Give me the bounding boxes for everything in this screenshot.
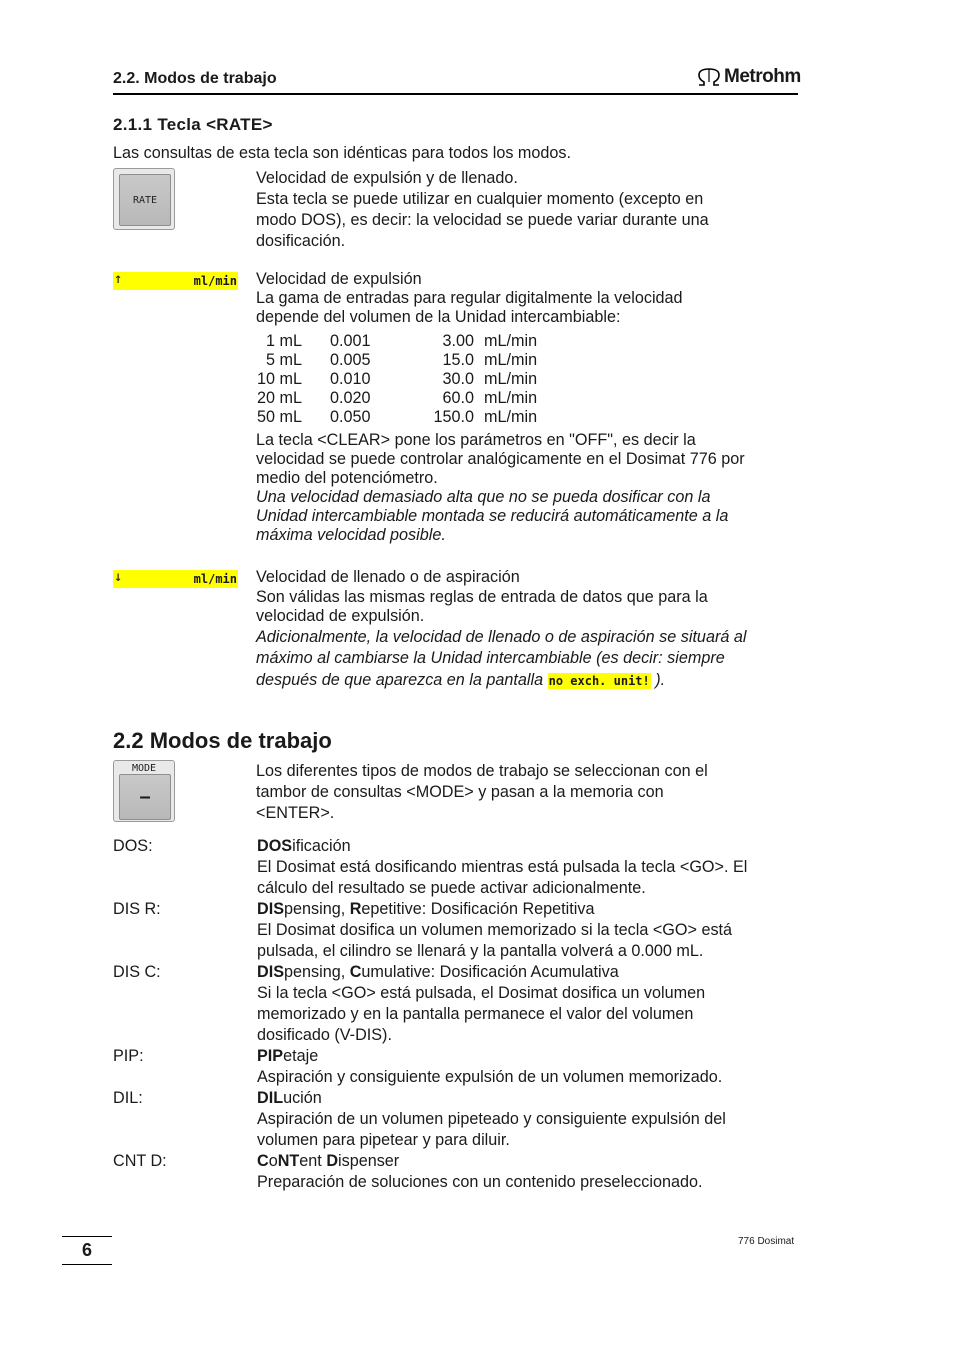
- display-fill-rate: [113, 570, 238, 588]
- rate-table-cell: 1 mL: [266, 332, 302, 350]
- text-line: dosificación.: [256, 232, 346, 250]
- mode-label: DOS:: [113, 837, 153, 855]
- rate-table-cell: 60.0: [442, 389, 474, 407]
- mode-name-part: C: [257, 1152, 269, 1170]
- omega-logo-icon: [697, 68, 721, 86]
- text-line: depende del volumen de la Unidad intercambiable:: [256, 308, 621, 326]
- mode-label: DIS R:: [113, 900, 161, 918]
- mode-description-line: Aspiración de un volumen pipeteado y consiguiente expulsión del: [257, 1110, 726, 1128]
- mode-name-part: etaje: [283, 1047, 319, 1065]
- mode-name: [257, 1046, 803, 1067]
- note-line: máxima velocidad posible.: [256, 526, 446, 544]
- text-line: velocidad se puede controlar analógicamente en el Dosimat 776 por: [256, 450, 745, 468]
- rate-table-cell: 3.00: [442, 332, 474, 350]
- rate-table-cell: 0.010: [330, 370, 371, 388]
- mode-name-part: DOS: [257, 837, 293, 855]
- rate-table-cell: 0.020: [330, 389, 371, 407]
- mode-name-part: PIP: [257, 1047, 284, 1065]
- text-line: Los diferentes tipos de modos de trabajo se seleccionan con el: [256, 762, 708, 780]
- mode-entry: [113, 1088, 803, 1151]
- footer-rule-bottom: [62, 1264, 112, 1265]
- rate-key-description: [256, 168, 796, 252]
- text-line: Velocidad de expulsión y de llenado.: [256, 169, 518, 187]
- rate-table-cell: 15.0: [442, 351, 474, 369]
- logo-text: Metrohm: [724, 66, 801, 87]
- rate-range-table: [256, 332, 564, 427]
- text-line: <ENTER>.: [256, 804, 335, 822]
- rate-table-cell: mL/min: [484, 351, 538, 369]
- modes-list: [113, 836, 803, 1193]
- note-line: Unidad intercambiable montada se reducirá automáticamente a la: [256, 507, 729, 525]
- mode-description-line: El Dosimat dosifica un volumen memorizado si la tecla <GO> está: [257, 921, 733, 939]
- mode-description-line: dosificado (V-DIS).: [257, 1026, 392, 1044]
- running-header: 2.2. Modos de trabajo: [113, 70, 277, 87]
- mode-name-part: DIS: [257, 963, 284, 981]
- modes-intro: [256, 761, 796, 824]
- rate-intro: Las consultas de esta tecla son idénticas para todos los modos.: [113, 144, 572, 162]
- mode-name-part: ispenser: [338, 1152, 400, 1170]
- fill-title: Velocidad de llenado o de aspiración: [256, 568, 520, 586]
- mode-name: [257, 1151, 803, 1172]
- rate-table-row: [256, 408, 564, 427]
- display-expulsion-rate: [113, 272, 238, 290]
- expulsion-block: [256, 270, 796, 545]
- mode-label: CNT D:: [113, 1152, 167, 1170]
- text-line: modo DOS), es decir: la velocidad se puede variar durante una: [256, 211, 709, 229]
- mode-name: [257, 1088, 803, 1109]
- rate-table-cell: 0.001: [330, 332, 371, 350]
- text-line: La tecla <CLEAR> pone los parámetros en "OFF", es decir la: [256, 431, 696, 449]
- rate-table-row: [256, 370, 564, 389]
- rate-table-cell: mL/min: [484, 370, 538, 388]
- mode-label: DIS C:: [113, 963, 161, 981]
- text-line: Esta tecla se puede utilizar en cualquier momento (excepto en: [256, 190, 704, 208]
- mode-name-part: ent: [299, 1152, 327, 1170]
- rate-table-cell: 0.050: [330, 408, 371, 426]
- header-rule: [113, 93, 798, 95]
- text-line: tambor de consultas <MODE> y pasan a la memoria con: [256, 783, 664, 801]
- rate-table-row: [256, 332, 564, 351]
- note-line-last: [256, 670, 796, 693]
- rate-table-cell: 20 mL: [257, 389, 302, 407]
- rate-table-row: [256, 389, 564, 408]
- display-unit: ml/min: [193, 274, 237, 288]
- down-arrow-icon: ↓: [114, 569, 123, 585]
- mode-description-line: Si la tecla <GO> está pulsada, el Dosimat dosifica un volumen: [257, 984, 706, 1002]
- mode-key-label: MODE: [131, 763, 157, 774]
- mode-name-part: D: [326, 1152, 339, 1170]
- mode-name-part: DIL: [257, 1089, 284, 1107]
- mode-name: [257, 899, 803, 920]
- note-line: Una velocidad demasiado alta que no se pueda dosificar con la: [256, 488, 711, 506]
- display-unit: ml/min: [193, 572, 237, 586]
- mode-name-part: R: [349, 900, 362, 918]
- rate-table-cell: 150.0: [433, 408, 474, 426]
- mode-name-part: o: [268, 1152, 278, 1170]
- text-line: velocidad de expulsión.: [256, 607, 425, 625]
- mode-description-line: Preparación de soluciones con un contenido preseleccionado.: [257, 1173, 703, 1191]
- note-text: ).: [655, 670, 666, 689]
- mode-name-part: NT: [277, 1152, 300, 1170]
- rate-table-cell: 5 mL: [266, 351, 302, 369]
- rate-key-label: RATE: [132, 194, 158, 206]
- mode-entry: [113, 1151, 803, 1193]
- mode-name-part: umulative: Dosificación Acumulativa: [361, 963, 619, 981]
- page-number: 6: [82, 1240, 93, 1260]
- mode-name-part: pensing,: [284, 963, 350, 981]
- rate-table-cell: 0.005: [330, 351, 371, 369]
- mode-name-part: C: [349, 963, 362, 981]
- mode-name: [257, 836, 803, 857]
- rate-table-cell: 30.0: [442, 370, 474, 388]
- expulsion-title: Velocidad de expulsión: [256, 270, 422, 288]
- mode-description-line: volumen para pipetear y para diluir.: [257, 1131, 510, 1149]
- mode-description-line: cálculo del resultado se puede activar adicionalmente.: [257, 879, 646, 897]
- rate-key-image: [113, 168, 175, 230]
- text-line: Son válidas las mismas reglas de entrada de datos que para la: [256, 587, 708, 606]
- mode-description-line: Aspiración y consiguiente expulsión de un volumen memorizado.: [257, 1068, 723, 1086]
- mode-name: [257, 962, 803, 983]
- metrohm-logo: [697, 66, 801, 88]
- mode-entry: [113, 1046, 803, 1088]
- mode-name-part: epetitive: Dosificación Repetitiva: [361, 900, 595, 918]
- section-heading-modes: 2.2 Modos de trabajo: [113, 728, 332, 753]
- mode-name-part: pensing,: [284, 900, 350, 918]
- text-line: La gama de entradas para regular digitalmente la velocidad: [256, 289, 683, 307]
- mode-entry: [113, 899, 803, 962]
- mode-label: PIP:: [113, 1047, 144, 1065]
- mode-entry: [113, 836, 803, 899]
- minus-icon: –: [139, 785, 151, 808]
- rate-table-cell: mL/min: [484, 408, 538, 426]
- mode-name-part: DIS: [257, 900, 284, 918]
- rate-table-cell: 10 mL: [257, 370, 302, 388]
- rate-table-cell: 50 mL: [257, 408, 302, 426]
- mode-label: DIL:: [113, 1089, 143, 1107]
- fill-block: [256, 568, 796, 692]
- mode-name-part: ificación: [292, 837, 351, 855]
- rate-table-cell: mL/min: [484, 389, 538, 407]
- mode-description-line: memorizado y en la pantalla permanece el valor del volumen: [257, 1005, 694, 1023]
- product-name: 776 Dosimat: [738, 1236, 795, 1247]
- section-heading-rate: 2.1.1 Tecla <RATE>: [113, 115, 273, 134]
- display-message: no exch. unit!: [548, 673, 650, 688]
- mode-description-line: El Dosimat está dosificando mientras está pulsada la tecla <GO>. El: [257, 858, 748, 876]
- mode-entry: [113, 962, 803, 1046]
- mode-description-line: pulsada, el cilindro se llenará y la pantalla volverá a 0.000 mL.: [257, 942, 704, 960]
- note-line: máximo al cambiarse la Unidad intercambiable (es decir: siempre: [256, 649, 725, 667]
- rate-table-cell: mL/min: [484, 332, 538, 350]
- mode-name-part: ución: [283, 1089, 322, 1107]
- mode-key-image: [113, 760, 175, 822]
- note-text: después de que aparezca en la pantalla: [256, 670, 544, 689]
- note-line: Adicionalmente, la velocidad de llenado o de aspiración se situará al: [256, 627, 747, 646]
- footer-rule-top: [62, 1236, 112, 1237]
- text-line: medio del potenciómetro.: [256, 469, 438, 487]
- rate-table-row: [256, 351, 564, 370]
- up-arrow-icon: ↑: [114, 271, 123, 287]
